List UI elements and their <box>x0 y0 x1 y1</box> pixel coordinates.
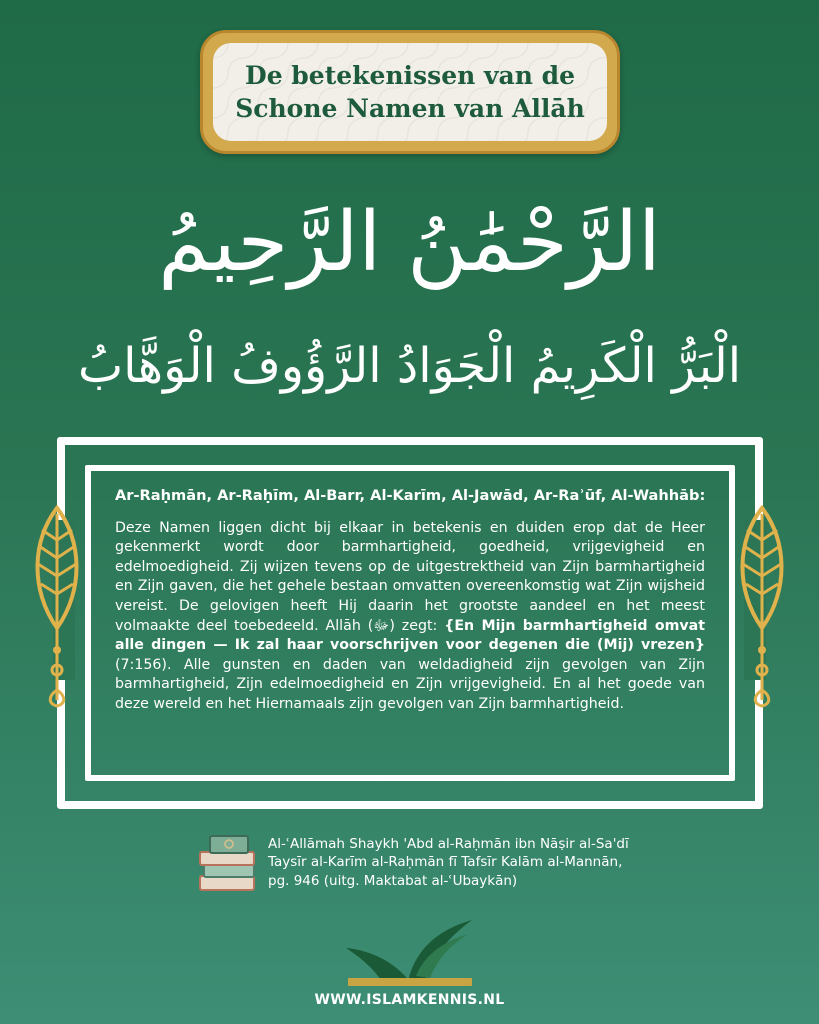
body-text-after-quote: (7:156). Alle gunsten en daden van weldadigheid zijn gevolgen van Zijn barmhartigheid, Zijn edelmoedigheid en Zijn vrijgevigheid. En al het goede van deze wereld en het Hiernamaals zijn gevolgen van Zijn barmhartigheid. <box>115 656 705 712</box>
source-page: pg. 946 (uitg. Maktabat al-ʿUbaykān) <box>268 872 518 889</box>
arabic-secondary-names: الْبَرُّ الْكَرِيمُ الْجَوَادُ الرَّؤُوفُ الْوَهَّابُ <box>77 338 742 394</box>
title-plaque-inner <box>213 43 607 141</box>
title-plaque <box>200 30 620 154</box>
names-heading: Ar-Raḥmān, Ar-Raḥīm, Al-Barr, Al-Karīm, Al-Jawād, Ar-Raʾūf, Al-Wahhāb: <box>115 487 706 504</box>
title-line-1: De betekenissen van de <box>245 61 575 90</box>
source-author: Al-ʿAllāmah Shaykh 'Abd al-Raḥmān ibn Nāṣir al-Sa'dī <box>268 836 629 852</box>
arabic-main-names: الرَّحْمَٰنُ الرَّحِيمُ <box>158 195 661 290</box>
title-line-2: Schone Namen van Allāh <box>235 94 585 123</box>
islamkennis-logo-icon <box>340 912 480 988</box>
source-book: Taysīr al-Karīm al-Raḥmān fī Tafsīr Kalām al-Mannān, <box>268 854 623 871</box>
content-block <box>115 486 705 715</box>
quran-quote: {En Mijn barmhartigheid omvat alle dingen — Ik zal haar voorschrijven voor degenen die (Mij) vrezen} <box>115 617 705 654</box>
gold-leaf-right-icon <box>731 500 793 710</box>
body-text-before-quote: Deze Namen liggen dicht bij elkaar in betekenis en duiden erop dat de Heer gekenmerkt wordt door barmhartigheid, goedheid, vrijgevigheid en edelmoedigheid. Zij wijzen tevens op de uitgestrektheid van Zijn barmhartigheid en Zijn gaven, die het gehele bestaan omvatten overeenkomstig wat Zijn wijsheid vereist. De gelovigen heeft Hij daarin het grootste aandeel en het meest volmaakte deel toebedeeld. Allāh (ﷻ) zegt: <box>115 519 705 634</box>
source-citation <box>268 835 668 890</box>
website-url[interactable]: WWW.ISLAMKENNIS.NL <box>314 992 505 1008</box>
gold-leaf-left-icon <box>26 500 88 710</box>
content-body <box>115 519 705 715</box>
stacked-books-icon <box>196 832 260 894</box>
